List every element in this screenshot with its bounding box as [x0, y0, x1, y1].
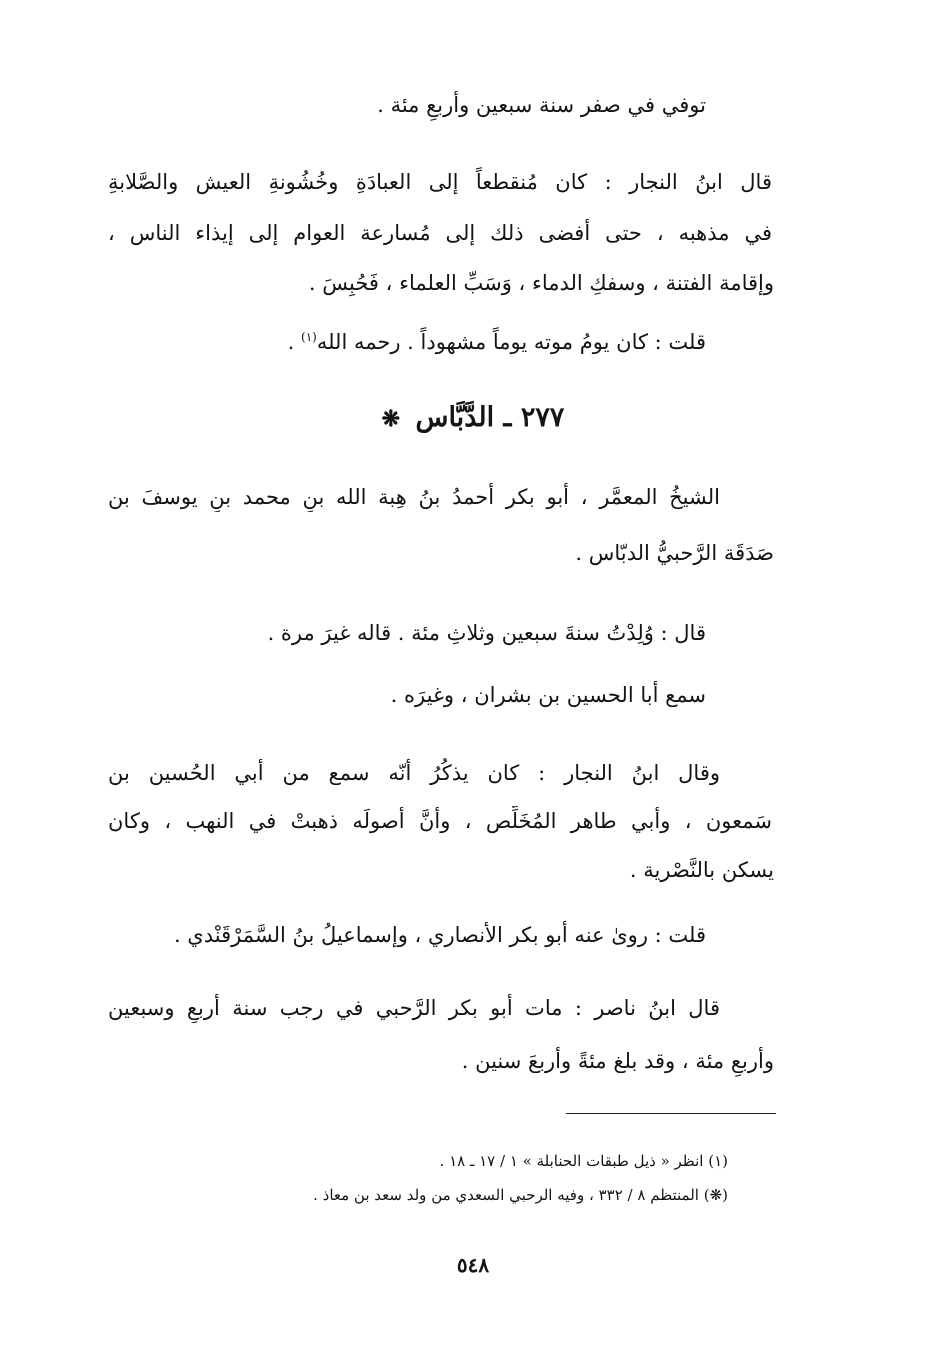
text-line: وأربعِ مئة ، وقد بلغ مئةً وأربعَ سنين . [461, 1049, 774, 1073]
footnote-ref: (١) [301, 330, 317, 344]
page-number: ٥٤٨ [456, 1253, 490, 1277]
text-line: في مذهبه ، حتى أفضى ذلك إلى مُسارعة العوام إلى إيذاء الناس ، [108, 221, 772, 245]
text-line: الشيخُ المعمَّر ، أبو بكر أحمدُ بنُ هِبة الله بنِ محمد بنِ يوسفَ بن [108, 485, 720, 509]
asterism-icon: ❋ [381, 406, 401, 432]
text-line: سمع أبا الحسين بن بشران ، وغيرَه . [390, 683, 706, 707]
text-line: قال ابنُ النجار : كان مُنقطعاً إلى العبادَةِ وخُشُونةِ العيش والصَّلابةِ [108, 170, 772, 194]
entry-heading [0, 398, 946, 439]
text-line: قلت : روىٰ عنه أبو بكر الأنصاري ، وإسماعيلُ بنُ السَّمَرْقَنْدي . [173, 923, 706, 947]
text-line: يسكن بالنَّصْرية . [629, 858, 774, 882]
text-line: وقال ابنُ النجار : كان يذكُرُ أنّه سمع من أبي الحُسين بن [108, 761, 720, 785]
footnote: (❋) المنتظم ٨ / ٣٣٢ ، وفيه الرحبي السعدي من ولد سعد بن معاذ . [313, 1186, 728, 1204]
text-span: قلت : كان يومُ موته يوماً مشهوداً . رحمه الله [316, 330, 706, 354]
text-line: سَمعون ، وأبي طاهر المُخَلِّص ، وأنَّ أصولَه ذهبتْ في النهب ، وكان [108, 809, 772, 833]
text-line: وإقامة الفتنة ، وسفكِ الدماء ، وَسَبِّ العلماء ، فَحُبِسَ . [308, 271, 774, 295]
text-line: صَدَقَة الرَّحبيُّ الدبّاس . [575, 541, 774, 565]
text-span: . [287, 330, 302, 354]
footnote-divider [566, 1113, 776, 1114]
text-line: قال ابنُ ناصر : مات أبو بكر الرَّحبي في رجب سنة أربعٍ وسبعين [108, 996, 720, 1020]
text-line: قال : وُلِدْتُ سنةَ سبعين وثلاثِ مئة . قاله غيرَ مرة . [267, 621, 706, 645]
footnote: (١) انظر « ذيل طبقات الحنابلة » ١ / ١٧ ـ ١٨ . [439, 1152, 728, 1170]
text-line [288, 327, 706, 357]
text-line: توفي في صفر سنة سبعين وأربعِ مئة . [377, 93, 706, 117]
heading-title: ٢٧٧ ـ الدَّبَّاس [415, 402, 565, 433]
